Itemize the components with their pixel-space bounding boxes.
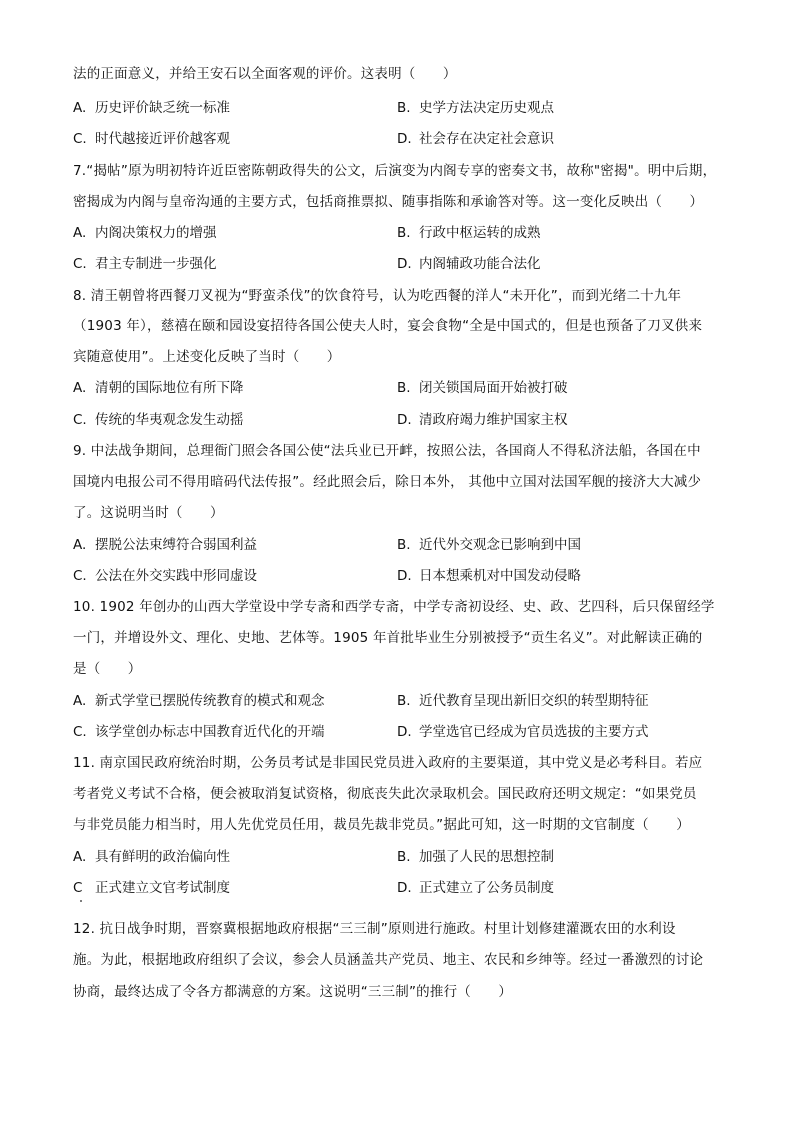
q10-option-a-text: 新式学堂已摆脱传统教育的模式和观念 [95,693,325,709]
q10-stem-line-1: 10. 1902 年创办的山西大学堂设中学专斋和西学专斋，中学专斋初设经、史、政、艺四科，后只保留经学 [73,599,715,615]
q11-option-a-text: 具有鲜明的政治偏向性 [95,849,230,865]
q9-option-b-letter: B. [397,537,411,553]
q7-option-d-letter: D. [397,256,412,272]
q8-option-c-letter: C. [73,412,87,428]
q6-option-b-text: 史学方法决定历史观点 [419,100,554,116]
q9-option-d-letter: D. [397,568,412,584]
q9-option-d-text: 日本想乘机对中国发动侵略 [419,568,581,584]
q8-option-d[interactable] [397,410,568,430]
q9-option-b-text: 近代外交观念已影响到中国 [419,537,581,553]
q9-option-d[interactable] [397,566,581,586]
q6-option-c-letter: C. [73,131,87,147]
q9-option-c[interactable] [73,566,257,586]
q8-option-b-text: 闭关锁国局面开始被打破 [419,380,568,396]
q11-option-b-text: 加强了人民的思想控制 [419,849,554,865]
q11-option-c[interactable] [73,878,230,898]
q6-option-b-letter: B. [397,100,411,116]
q10-option-a-letter: A. [73,693,87,709]
q8-option-a[interactable] [73,378,244,398]
q8-option-b[interactable] [397,378,568,398]
q8-option-c-text: 传统的华夷观念发生动摇 [95,412,244,428]
q7-option-a[interactable] [73,223,217,243]
q10-option-c-letter: C. [73,724,87,740]
q10-option-d-letter: D. [397,724,412,740]
q9-option-a-text: 摆脱公法束缚符合弱国利益 [95,537,257,553]
q7-option-d-text: 内阁辅政功能合法化 [419,256,541,272]
q9-option-b[interactable] [397,535,581,555]
q7-option-b-letter: B. [397,225,411,241]
q8-option-d-letter: D. [397,412,412,428]
q12-stem-line-2: 施。为此，根据地政府组织了会议，参会人员涵盖共产党员、地主、农民和乡绅等。经过一番激烈的讨论 [73,952,704,968]
q8-stem-line-3: 宾随意使用”。上述变化反映了当时（ ） [73,349,341,365]
q10-option-a[interactable] [73,691,325,711]
q11-option-c-letter: C [73,880,83,896]
q7-option-d[interactable] [397,254,541,274]
q9-option-a-letter: A. [73,537,87,553]
q9-stem-line-2: 国境内电报公司不得用暗码代法传报”。经此照会后，除日本外， 其他中立国对法国军舰的接济大大减少 [73,474,702,490]
q6-option-a-text: 历史评价缺乏统一标准 [95,100,230,116]
q7-option-c[interactable] [73,254,217,274]
q7-option-b-text: 行政中枢运转的成熟 [419,225,541,241]
q6-option-d-letter: D. [397,131,412,147]
q11-option-a[interactable] [73,847,230,867]
q8-option-a-text: 清朝的国际地位有所下降 [95,380,244,396]
stray-dot [80,900,82,902]
q8-option-d-text: 清政府竭力维护国家主权 [419,412,568,428]
q7-option-b[interactable] [397,223,541,243]
q6-option-d-text: 社会存在决定社会意识 [419,131,554,147]
q10-option-b[interactable] [397,691,649,711]
q9-option-a[interactable] [73,535,257,555]
q9-option-c-text: 公法在外交实践中形同虚设 [95,568,257,584]
q10-option-d-text: 学堂选官已经成为官员选拔的主要方式 [419,724,649,740]
q6-stem-line-1: 法的正面意义，并给王安石以全面客观的评价。这表明（ ） [73,66,457,82]
q12-stem-line-1: 12. 抗日战争时期，晋察冀根据地政府根据“三三制”原则进行施政。村里计划修建灌溉农田的水利设 [73,921,676,937]
q11-option-d-letter: D. [397,880,412,896]
q10-option-d[interactable] [397,722,649,742]
q11-stem-line-2: 考者党义考试不合格，便会被取消复试资格，彻底丧失此次录取机会。国民政府还明文规定：“如果党员 [73,786,697,802]
q6-option-d[interactable] [397,129,554,149]
q9-stem-line-3: 了。这说明当时（ ） [73,505,224,521]
q10-option-b-text: 近代教育呈现出新旧交织的转型期特征 [419,693,649,709]
q7-option-a-text: 内阁决策权力的增强 [95,225,217,241]
q11-option-d-text: 正式建立了公务员制度 [419,880,554,896]
q8-option-b-letter: B. [397,380,411,396]
q11-option-d[interactable] [397,878,554,898]
q8-stem-line-1: 8. 清王朝曾将西餐刀叉视为“野蛮杀伐”的饮食符号，认为吃西餐的洋人“未开化”，而到光绪二十九年 [73,288,682,304]
q11-stem-line-3: 与非党员能力相当时，用人先优党员任用，裁员先裁非党员。”据此可知，这一时期的文官制度（ ） [73,817,690,833]
q8-stem-line-2: （1903 年），慈禧在颐和园设宴招待各国公使夫人时，宴会食物“全是中国式的，但是也预备了刀叉供来 [73,318,703,334]
q8-option-a-letter: A. [73,380,87,396]
q10-stem-line-2: 一门，并增设外文、理化、史地、艺体等。1905 年首批毕业生分别被授予“贡生名义”。对此解读正确的 [73,630,703,646]
q9-stem-line-1: 9. 中法战争期间，总理衙门照会各国公使“法兵业已开衅，按照公法，各国商人不得私济法船，各国在中 [73,443,701,459]
q7-stem-line-1: 7.“揭帖”原为明初特许近臣密陈朝政得失的公文，后演变为内阁专享的密奏文书，故称"密揭"。明中后期， [73,163,717,179]
q12-stem-line-3: 协商，最终达成了令各方都满意的方案。这说明“三三制”的推行（ ） [73,984,513,1000]
q10-stem-line-3: 是（ ） [73,661,142,677]
q10-option-c[interactable] [73,722,325,742]
q11-option-c-text: 正式建立文官考试制度 [95,880,230,896]
q11-option-b[interactable] [397,847,554,867]
q11-stem-line-1: 11. 南京国民政府统治时期，公务员考试是非国民党员进入政府的主要渠道，其中党义是必考科目。若应 [73,755,703,771]
q6-option-a-letter: A. [73,100,87,116]
q6-option-c[interactable] [73,129,230,149]
q10-option-c-text: 该学堂创办标志中国教育近代化的开端 [95,724,325,740]
q11-option-b-letter: B. [397,849,411,865]
q11-option-a-letter: A. [73,849,87,865]
q7-option-c-letter: C. [73,256,87,272]
q6-option-c-text: 时代越接近评价越客观 [95,131,230,147]
q9-option-c-letter: C. [73,568,87,584]
q6-option-b[interactable] [397,98,554,118]
q7-option-c-text: 君主专制进一步强化 [95,256,217,272]
q7-stem-line-2: 密揭成为内阁与皇帝沟通的主要方式，包括商推票拟、随事指陈和承谕答对等。这一变化反映出（ ） [73,194,704,210]
q8-option-c[interactable] [73,410,244,430]
q6-option-a[interactable] [73,98,230,118]
q7-option-a-letter: A. [73,225,87,241]
q10-option-b-letter: B. [397,693,411,709]
